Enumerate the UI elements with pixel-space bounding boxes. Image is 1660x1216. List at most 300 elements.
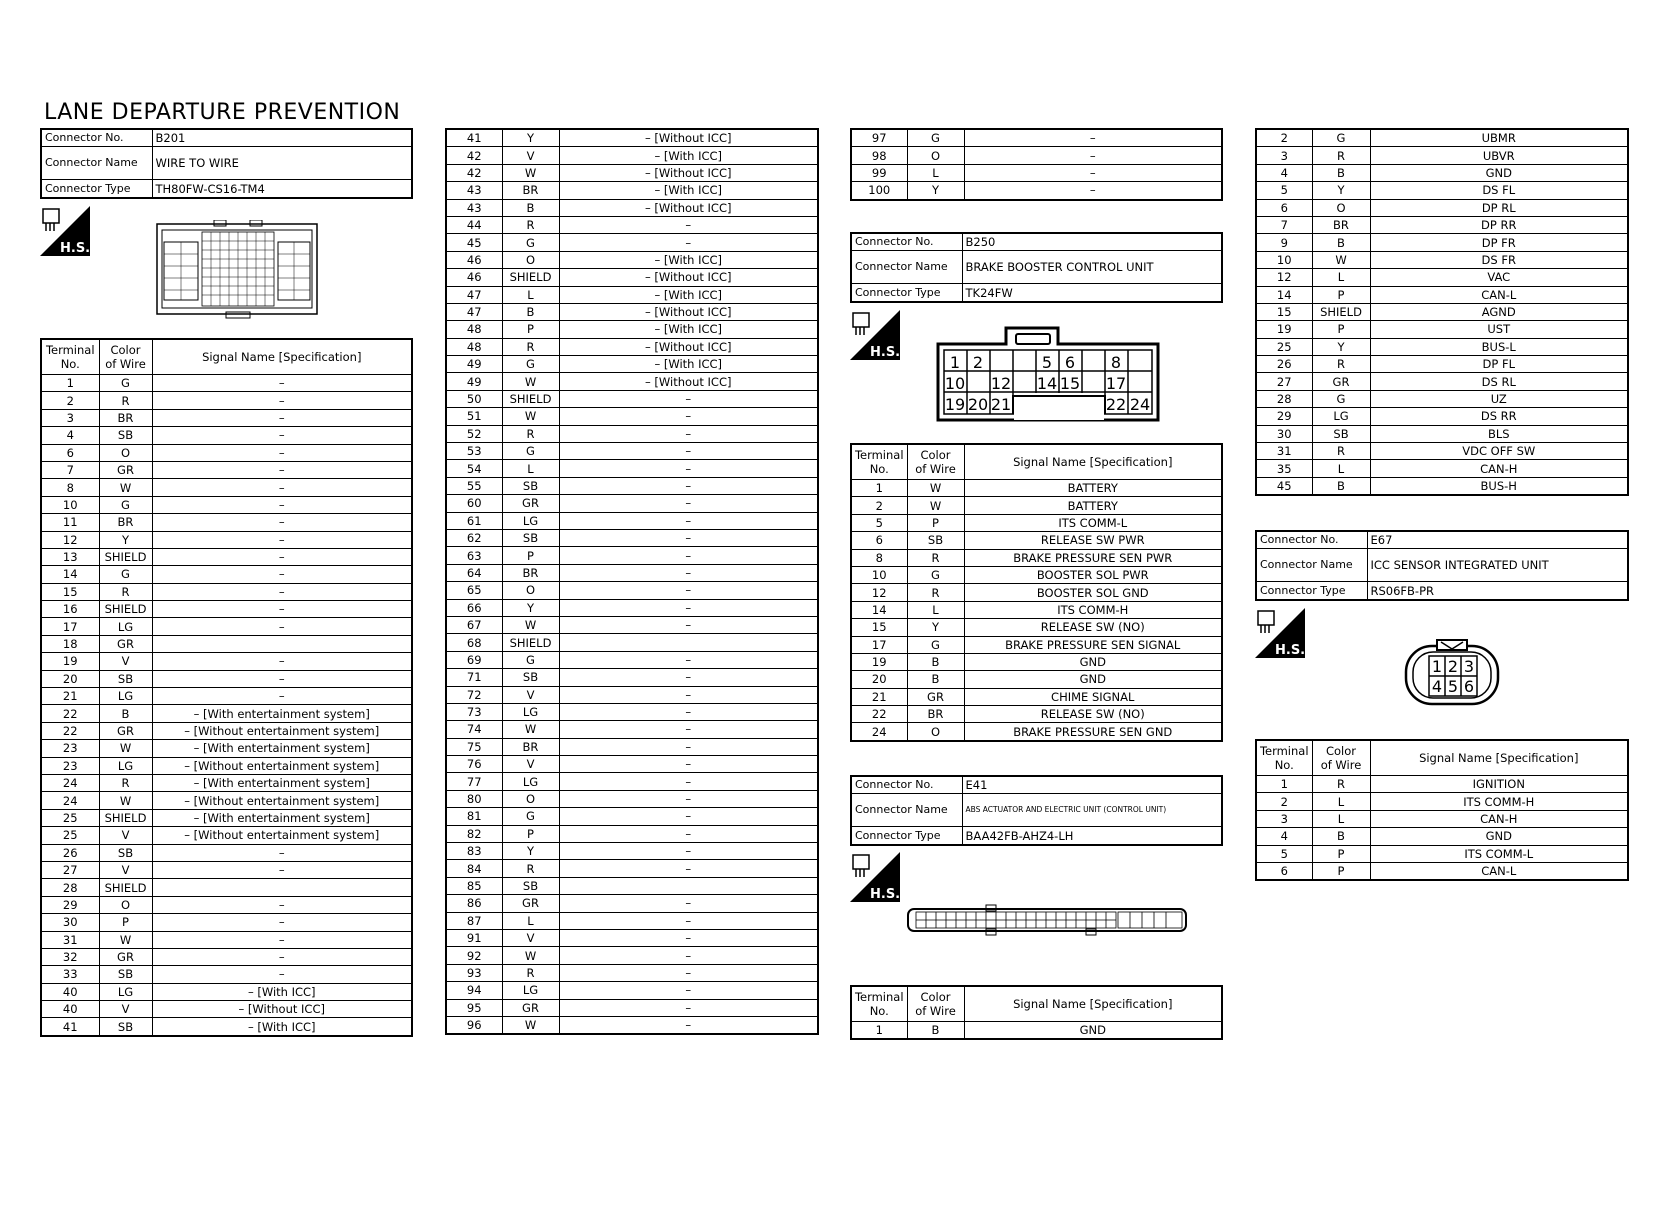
terminal-no-cell: 23 <box>41 757 99 774</box>
wire-color-cell: W <box>907 480 964 497</box>
signal-name-cell: – <box>559 825 818 842</box>
table-row <box>446 512 818 529</box>
table-row <box>851 164 1222 181</box>
table-row <box>1256 129 1628 147</box>
signal-name-cell: – <box>559 947 818 964</box>
terminal-no-cell: 75 <box>446 738 502 755</box>
table-row <box>446 373 818 390</box>
wire-color-cell: LG <box>502 512 559 529</box>
signal-name-cell: – <box>152 670 412 687</box>
wire-color-cell: P <box>502 825 559 842</box>
table-row <box>41 479 412 496</box>
signal-header: Signal Name [Specification] <box>964 444 1222 480</box>
terminal-no-cell: 40 <box>41 1001 99 1018</box>
connector-no-value: E67 <box>1367 531 1628 549</box>
signal-name-cell: UST <box>1370 321 1628 338</box>
signal-name-cell: – [With ICC] <box>559 147 818 164</box>
table-row <box>446 164 818 181</box>
b250-pin-20: 20 <box>967 395 989 414</box>
signal-name-cell: – <box>152 392 412 409</box>
signal-name-cell: BOOSTER SOL GND <box>964 584 1222 601</box>
table-row <box>851 147 1222 164</box>
signal-name-cell: – [With ICC] <box>559 182 818 199</box>
wire-color-cell: P <box>907 514 964 531</box>
wire-color-cell: V <box>99 861 152 878</box>
signal-name-cell: – <box>559 443 818 460</box>
terminal-no-cell: 29 <box>1256 408 1312 425</box>
e67-info <box>1255 530 1629 601</box>
table-row <box>851 497 1222 514</box>
wire-color-cell: GR <box>1312 373 1370 390</box>
e41-terminal-table <box>850 985 1223 1040</box>
table-row <box>41 914 412 931</box>
signal-name-cell: BRAKE PRESSURE SEN SIGNAL <box>964 636 1222 653</box>
wire-color-cell: SB <box>99 844 152 861</box>
terminal-no-cell: 6 <box>41 444 99 461</box>
connector-name-label: Connector Name <box>1256 549 1367 582</box>
wire-color-cell: G <box>502 234 559 251</box>
table-row <box>446 303 818 320</box>
terminal-no-cell: 45 <box>1256 477 1312 495</box>
wire-color-cell: R <box>1312 443 1370 460</box>
table-row <box>446 477 818 494</box>
terminal-no-cell: 14 <box>851 601 907 618</box>
table-row <box>851 182 1222 200</box>
e67-pin-6: 6 <box>1463 677 1475 696</box>
table-row <box>446 199 818 216</box>
wire-color-cell: Y <box>502 129 559 147</box>
table-row <box>446 147 818 164</box>
signal-name-cell: DS RL <box>1370 373 1628 390</box>
wire-color-cell: L <box>502 912 559 929</box>
harness-side-icon <box>850 852 900 902</box>
terminal-no-cell: 4 <box>1256 828 1312 845</box>
table-row <box>41 774 412 791</box>
table-row <box>41 948 412 965</box>
signal-name-cell: UZ <box>1370 390 1628 407</box>
table-row <box>446 860 818 877</box>
signal-name-cell: BATTERY <box>964 497 1222 514</box>
wire-color-cell: V <box>99 653 152 670</box>
table-row <box>1256 793 1628 810</box>
signal-name-cell: DS FL <box>1370 182 1628 199</box>
signal-name-cell: – <box>559 912 818 929</box>
table-row <box>41 827 412 844</box>
terminal-no-cell: 3 <box>1256 147 1312 164</box>
terminal-no-cell: 77 <box>446 773 502 790</box>
wire-color-cell: SHIELD <box>99 809 152 826</box>
b250-pin-24: 24 <box>1129 395 1151 414</box>
wire-color-cell: G <box>907 636 964 653</box>
terminal-no-cell: 17 <box>851 636 907 653</box>
wire-color-cell: Y <box>1312 338 1370 355</box>
signal-name-cell: – [Without entertainment system] <box>152 722 412 739</box>
wire-color-cell: V <box>502 929 559 946</box>
table-row <box>41 879 412 896</box>
terminal-no-cell: 9 <box>1256 234 1312 251</box>
wire-color-cell: R <box>99 583 152 600</box>
signal-name-cell: CAN-H <box>1370 810 1628 827</box>
wire-color-cell: G <box>502 808 559 825</box>
signal-name-cell: – <box>559 982 818 999</box>
connector-no-label: Connector No. <box>851 776 962 794</box>
terminal-no-cell: 15 <box>41 583 99 600</box>
b250-pin-15: 15 <box>1059 374 1081 393</box>
terminal-no-cell: 7 <box>41 461 99 478</box>
connector-name-value: ABS ACTUATOR AND ELECTRIC UNIT (CONTROL UNIT) <box>962 794 1222 827</box>
terminal-no-cell: 13 <box>41 548 99 565</box>
table-row <box>41 896 412 913</box>
signal-name-cell: BATTERY <box>964 480 1222 497</box>
color-header: Color of Wire <box>1312 740 1370 776</box>
table-row <box>41 392 412 409</box>
signal-name-cell: – <box>559 529 818 546</box>
terminal-no-cell: 49 <box>446 373 502 390</box>
table-row <box>1256 338 1628 355</box>
terminal-no-cell: 51 <box>446 408 502 425</box>
terminal-no-cell: 4 <box>41 427 99 444</box>
signal-name-cell: – <box>152 653 412 670</box>
table-row <box>446 790 818 807</box>
wire-color-cell: GR <box>99 948 152 965</box>
signal-name-cell: – <box>152 948 412 965</box>
table-row <box>41 427 412 444</box>
signal-name-cell: – <box>152 479 412 496</box>
table-row <box>446 269 818 286</box>
signal-name-cell: ITS COMM-L <box>964 514 1222 531</box>
wire-color-cell: P <box>502 547 559 564</box>
table-row <box>446 982 818 999</box>
terminal-no-cell: 25 <box>41 827 99 844</box>
terminal-no-cell: 12 <box>1256 269 1312 286</box>
wire-color-cell: O <box>502 251 559 268</box>
signal-name-cell: – <box>559 425 818 442</box>
signal-header: Signal Name [Specification] <box>152 339 412 375</box>
terminal-no-cell: 11 <box>41 514 99 531</box>
wire-color-cell: B <box>907 1022 964 1040</box>
terminal-no-cell: 25 <box>41 809 99 826</box>
terminal-no-cell: 2 <box>1256 793 1312 810</box>
table-row <box>41 375 412 392</box>
signal-name-cell: UBVR <box>1370 147 1628 164</box>
terminal-no-cell: 2 <box>41 392 99 409</box>
signal-name-cell: – <box>559 999 818 1016</box>
wire-color-cell: B <box>502 303 559 320</box>
signal-name-cell: GND <box>964 653 1222 670</box>
terminal-no-cell: 92 <box>446 947 502 964</box>
terminal-no-cell: 35 <box>1256 460 1312 477</box>
terminal-no-cell: 27 <box>41 861 99 878</box>
wire-color-cell: W <box>502 1016 559 1034</box>
table-row <box>446 669 818 686</box>
signal-name-cell: – [With ICC] <box>152 1018 412 1036</box>
signal-name-cell: – <box>152 409 412 426</box>
connector-type-value: BAA42FB-AHZ4-LH <box>962 827 1222 845</box>
signal-name-cell: GND <box>964 671 1222 688</box>
harness-side-icon <box>40 206 90 256</box>
signal-name-cell: – [With ICC] <box>559 321 818 338</box>
table-row <box>851 1022 1222 1040</box>
signal-name-cell: RELEASE SW PWR <box>964 532 1222 549</box>
wire-color-cell: LG <box>502 773 559 790</box>
terminal-no-cell: 60 <box>446 495 502 512</box>
terminal-no-cell: 80 <box>446 790 502 807</box>
terminal-no-cell: 7 <box>1256 216 1312 233</box>
terminal-no-cell: 14 <box>41 566 99 583</box>
table-row <box>446 947 818 964</box>
table-row <box>1256 460 1628 477</box>
signal-name-cell: – [Without ICC] <box>559 269 818 286</box>
hs-label: H.S. <box>870 887 900 902</box>
table-row <box>446 877 818 894</box>
signal-name-cell: RELEASE SW (NO) <box>964 706 1222 723</box>
terminal-no-cell: 55 <box>446 477 502 494</box>
wire-color-cell: G <box>99 375 152 392</box>
wire-color-cell: B <box>1312 477 1370 495</box>
signal-name-cell: – [With ICC] <box>559 356 818 373</box>
terminal-no-cell: 25 <box>1256 338 1312 355</box>
e41-terminal-table-cont <box>1255 128 1629 496</box>
wire-color-cell: V <box>99 827 152 844</box>
terminal-no-cell: 15 <box>1256 303 1312 320</box>
b250-pin-22: 22 <box>1105 395 1127 414</box>
b250-pin-5: 5 <box>1041 353 1053 372</box>
signal-name-cell: IGNITION <box>1370 776 1628 793</box>
signal-name-cell: – <box>152 531 412 548</box>
terminal-no-cell: 8 <box>41 479 99 496</box>
table-row <box>41 722 412 739</box>
table-row <box>851 549 1222 566</box>
wire-color-cell: LG <box>1312 408 1370 425</box>
signal-name-cell: – [Without entertainment system] <box>152 757 412 774</box>
table-row <box>41 1018 412 1036</box>
wire-color-cell: LG <box>99 757 152 774</box>
wire-color-cell: B <box>907 671 964 688</box>
table-row <box>41 444 412 461</box>
b250-pin-12: 12 <box>990 374 1012 393</box>
wire-color-cell: O <box>502 790 559 807</box>
wire-color-cell: SB <box>99 966 152 983</box>
signal-name-cell: – [With ICC] <box>559 286 818 303</box>
table-row <box>1256 216 1628 233</box>
wire-color-cell: G <box>907 129 964 147</box>
table-row <box>41 496 412 513</box>
terminal-no-cell: 6 <box>851 532 907 549</box>
table-row <box>1256 408 1628 425</box>
signal-name-cell: – <box>559 616 818 633</box>
connector-no-value: B201 <box>152 129 412 147</box>
wire-color-cell: L <box>1312 269 1370 286</box>
table-row <box>1256 286 1628 303</box>
connector-no-value: E41 <box>962 776 1222 794</box>
signal-name-cell: – <box>964 164 1222 181</box>
connector-type-label: Connector Type <box>41 180 152 198</box>
wire-color-cell: SB <box>907 532 964 549</box>
signal-name-cell: – <box>559 756 818 773</box>
terminal-no-cell: 82 <box>446 825 502 842</box>
wire-color-cell: O <box>907 147 964 164</box>
terminal-no-cell: 20 <box>851 671 907 688</box>
signal-name-cell: – <box>152 514 412 531</box>
table-row <box>851 619 1222 636</box>
table-row <box>1256 477 1628 495</box>
table-row <box>1256 356 1628 373</box>
signal-name-cell: – <box>152 375 412 392</box>
e67-connector-diagram <box>1403 638 1501 708</box>
terminal-header: Terminal No. <box>41 339 99 375</box>
signal-name-cell: – [With entertainment system] <box>152 809 412 826</box>
terminal-no-cell: 76 <box>446 756 502 773</box>
signal-name-cell: – <box>559 477 818 494</box>
table-row <box>41 653 412 670</box>
table-row <box>446 182 818 199</box>
wire-color-cell: L <box>1312 793 1370 810</box>
table-row <box>446 547 818 564</box>
table-row <box>446 843 818 860</box>
table-row <box>41 757 412 774</box>
wire-color-cell: B <box>502 199 559 216</box>
signal-name-cell: – <box>152 461 412 478</box>
terminal-no-cell: 69 <box>446 651 502 668</box>
terminal-no-cell: 23 <box>41 740 99 757</box>
table-row <box>446 321 818 338</box>
wire-color-cell: SB <box>99 670 152 687</box>
table-row <box>1256 199 1628 216</box>
b250-pin-2: 2 <box>972 353 984 372</box>
wire-color-cell: G <box>502 356 559 373</box>
signal-name-cell: GND <box>1370 828 1628 845</box>
signal-name-cell: – <box>152 548 412 565</box>
wire-color-cell: SB <box>502 529 559 546</box>
signal-name-cell: ITS COMM-H <box>964 601 1222 618</box>
signal-name-cell: – <box>559 216 818 233</box>
signal-name-cell: ITS COMM-H <box>1370 793 1628 810</box>
wire-color-cell: SHIELD <box>502 634 559 651</box>
wire-color-cell: O <box>99 896 152 913</box>
signal-name-cell: – <box>152 566 412 583</box>
table-row <box>851 566 1222 583</box>
terminal-no-cell: 83 <box>446 843 502 860</box>
signal-name-cell: – <box>559 495 818 512</box>
wire-color-cell: SB <box>99 1018 152 1036</box>
signal-name-cell: – <box>559 547 818 564</box>
wire-color-cell: V <box>502 686 559 703</box>
signal-name-cell: – <box>559 929 818 946</box>
signal-name-cell: – <box>559 808 818 825</box>
table-row <box>446 529 818 546</box>
connector-type-label: Connector Type <box>851 284 962 302</box>
table-row <box>1256 443 1628 460</box>
terminal-no-cell: 46 <box>446 251 502 268</box>
signal-name-cell: DP RR <box>1370 216 1628 233</box>
signal-name-cell <box>559 877 818 894</box>
signal-name-cell: – <box>559 599 818 616</box>
table-row <box>851 584 1222 601</box>
signal-name-cell: CAN-L <box>1370 862 1628 880</box>
table-row <box>446 651 818 668</box>
wire-color-cell: B <box>1312 164 1370 181</box>
b250-pin-6: 6 <box>1064 353 1076 372</box>
table-row <box>1256 373 1628 390</box>
wire-color-cell: R <box>502 216 559 233</box>
color-header: Color of Wire <box>907 444 964 480</box>
connector-type-label: Connector Type <box>851 827 962 845</box>
signal-name-cell: – <box>152 601 412 618</box>
signal-name-cell: – <box>559 686 818 703</box>
terminal-no-cell: 87 <box>446 912 502 929</box>
wire-color-cell: W <box>99 479 152 496</box>
table-row <box>41 601 412 618</box>
wire-color-cell: O <box>502 582 559 599</box>
terminal-no-cell: 4 <box>1256 164 1312 181</box>
e41-info <box>850 775 1223 846</box>
table-row <box>41 548 412 565</box>
terminal-no-cell: 50 <box>446 390 502 407</box>
terminal-no-cell: 5 <box>1256 845 1312 862</box>
wire-color-cell: B <box>1312 828 1370 845</box>
wire-color-cell: L <box>907 601 964 618</box>
wire-color-cell: W <box>502 947 559 964</box>
terminal-no-cell: 31 <box>41 931 99 948</box>
b201-terminal-table <box>40 338 413 1037</box>
terminal-no-cell: 64 <box>446 564 502 581</box>
table-row <box>41 844 412 861</box>
wire-color-cell: W <box>1312 251 1370 268</box>
harness-side-icon <box>1255 608 1305 658</box>
signal-name-cell: – <box>559 669 818 686</box>
signal-name-cell <box>559 634 818 651</box>
e41-connector-diagram <box>906 903 1190 937</box>
hs-label: H.S. <box>870 345 900 360</box>
signal-name-cell: – [With entertainment system] <box>152 740 412 757</box>
connector-no-label: Connector No. <box>851 233 962 251</box>
terminal-no-cell: 97 <box>851 129 907 147</box>
b250-terminal-table <box>850 443 1223 742</box>
terminal-no-cell: 81 <box>446 808 502 825</box>
terminal-no-cell: 42 <box>446 164 502 181</box>
table-row <box>851 706 1222 723</box>
terminal-no-cell: 42 <box>446 147 502 164</box>
signal-header: Signal Name [Specification] <box>964 986 1222 1022</box>
table-row <box>41 705 412 722</box>
terminal-no-cell: 21 <box>851 688 907 705</box>
signal-name-cell: – [Without ICC] <box>152 1001 412 1018</box>
color-header: Color of Wire <box>99 339 152 375</box>
wire-color-cell: GR <box>907 688 964 705</box>
wire-color-cell: R <box>907 549 964 566</box>
terminal-no-cell: 84 <box>446 860 502 877</box>
signal-name-cell: – [With entertainment system] <box>152 774 412 791</box>
signal-name-cell: – <box>559 773 818 790</box>
wire-color-cell: W <box>502 373 559 390</box>
table-row <box>1256 390 1628 407</box>
table-row <box>851 480 1222 497</box>
table-row <box>446 964 818 981</box>
wire-color-cell: P <box>502 321 559 338</box>
wire-color-cell: BR <box>907 706 964 723</box>
table-row <box>1256 321 1628 338</box>
signal-name-cell: – <box>559 738 818 755</box>
terminal-no-cell: 33 <box>41 966 99 983</box>
wire-color-cell: GR <box>99 461 152 478</box>
table-row <box>446 808 818 825</box>
table-row <box>446 1016 818 1034</box>
wire-color-cell: SHIELD <box>502 390 559 407</box>
signal-name-cell: BUS-L <box>1370 338 1628 355</box>
table-row <box>446 286 818 303</box>
table-row <box>446 825 818 842</box>
table-row <box>1256 776 1628 793</box>
